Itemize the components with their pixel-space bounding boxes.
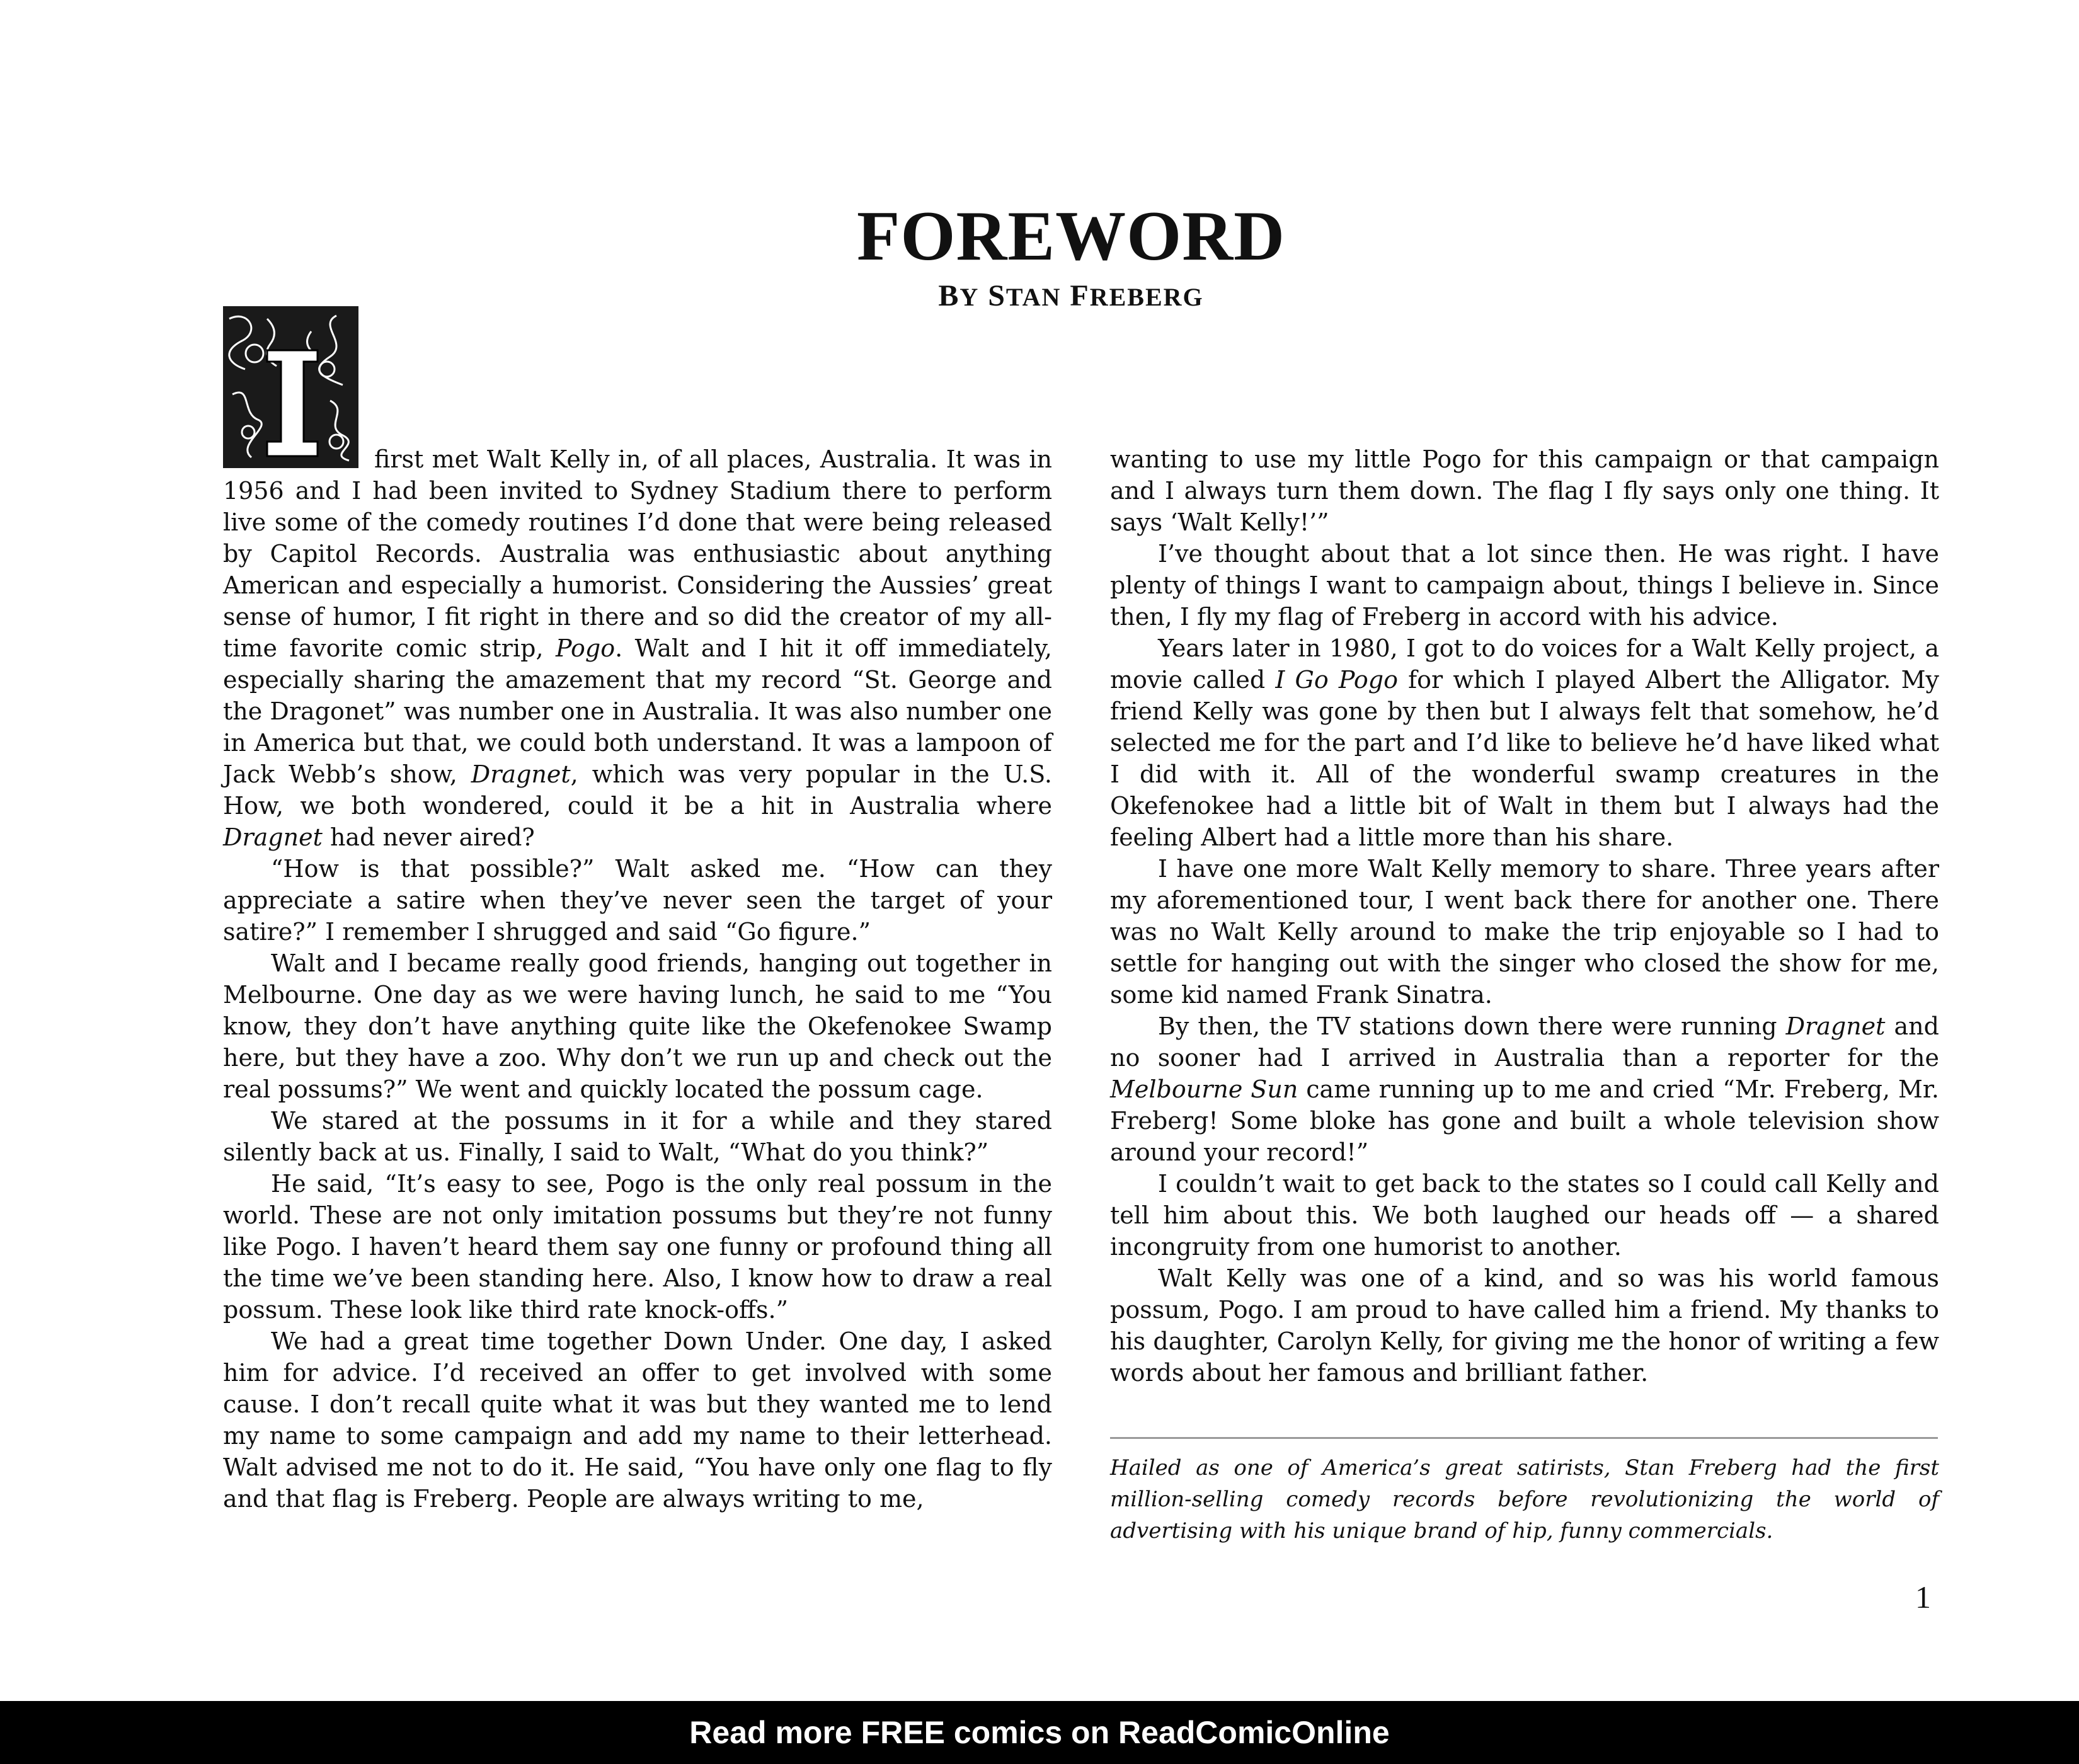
paragraph: I couldn’t wait to get back to the states so I could call Kelly and tell him about this. We both laughed our heads off — a shared incongruity from one humorist to another. [1110, 1170, 1939, 1261]
left-column [223, 444, 1052, 1515]
paragraph: wanting to use my little Pogo for this campaign or that campaign and I always turn them down. The flag I fly says only one thing. It says ‘Walt Kelly!’” [1110, 445, 1939, 536]
paragraph: I’ve thought about that a lot since then. He was right. I have plenty of things I want to campaign about, things I believe in. Since then, I fly my flag of Freberg in accord with his advice. [1110, 540, 1939, 631]
paragraph: first met Walt Kelly in, of all places, Australia. It was in 1956 and I had been invited to Sydney Stadium there to perform live some of the comedy routines I’d done that were being released by Capitol Records. Australia was enthusiastic about anything American and especially a humorist. Considering the Aussies’ great sense of humor, I fit right in there and so did the creator of my all-time favorite comic strip, Pogo. Walt and I hit it off immediately, especially sharing the amazement that my record “St. George and the Dragonet” was number one in Australia. It was also number one in America but that, we could both understand. It was a lampoon of Jack Webb’s show, Dragnet, which was very popular in the U.S. How, we both wondered, could it be a hit in Australia where Dragnet had never aired? [223, 445, 1052, 851]
promo-banner-text[interactable]: Read more FREE comics on ReadComicOnline [689, 1715, 1390, 1750]
byline: BY STAN FREBERG [938, 279, 1204, 312]
dropcap-letter: I [291, 428, 294, 433]
divider [1110, 1437, 1938, 1439]
paragraph: “How is that possible?” Walt asked me. “How can they appreciate a satire when they’ve never seen the target of your satire?” I remember I shrugged and said “Go figure.” [223, 855, 1052, 946]
paragraph: I have one more Walt Kelly memory to share. Three years after my aforementioned tour, I went back there for another one. There was no Walt Kelly around to make the trip enjoyable so I had to settle for hanging out with the singer who closed the show for me, some kid named Frank Sinatra. [1110, 855, 1939, 1009]
page-title: FOREWORD [857, 197, 1285, 275]
paragraph: By then, the TV stations down there were running Dragnet and no sooner had I arrived in Australia than a reporter for the Melbourne Sun came running up to me and cried “Mr. Freberg, Mr. Freberg! Some bloke has gone and built a whole television show around your record!” [1110, 1012, 1939, 1166]
paragraph: We had a great time together Down Under. One day, I asked him for advice. I’d received an offer to get involved with some cause. I don’t recall quite what it was but they wanted me to lend my name to some campaign and add my name to their letterhead. Walt advised me not to do it. He said, “You have only one flag to fly and that flag is Freberg. People are always writing to me, [223, 1327, 1052, 1513]
right-column [1110, 444, 1939, 1389]
paragraph: We stared at the possums in it for a while and they stared silently back at us. Finally, I said to Walt, “What do you think?” [223, 1107, 1052, 1166]
author-bio: Hailed as one of America’s great satirists, Stan Freberg had the first million-selling comedy records before revolutionizing the world of advertising with his unique brand of hip, funny commercials. [1110, 1455, 1939, 1544]
paragraph: Years later in 1980, I got to do voices for a Walt Kelly project, a movie called I Go Pogo for which I played Albert the Alligator. My friend Kelly was gone by then but I always felt that somehow, he’d selected me for the part and I’d like to believe he’d have liked what I did with it. All of the wonderful swamp creatures in the Okefenokee had a little bit of Walt in them but I always had the feeling Albert had a little more than his share. [1110, 634, 1939, 851]
paragraph: Walt Kelly was one of a kind, and so was his world famous possum, Pogo. I am proud to have called him a friend. My thanks to his daughter, Carolyn Kelly, for giving me the honor of writing a few words about her famous and brilliant father. [1110, 1264, 1939, 1387]
page-number: 1 [1915, 1579, 1931, 1615]
promo-banner[interactable] [0, 1701, 2079, 1764]
paragraph: He said, “It’s easy to see, Pogo is the only real possum in the world. These are not only imitation possums but they’re not funny like Pogo. I haven’t heard them say one funny or profound thing all the time we’ve been standing here. Also, I know how to draw a real possum. These look like third rate knock-offs.” [223, 1170, 1052, 1324]
paragraph: Walt and I became really good friends, hanging out together in Melbourne. One day as we were having lunch, he said to me “You know, they don’t have anything quite like the Okefenokee Swamp here, but they have a zoo. Why don’t we run up and check out the real possums?” We went and quickly located the possum cage. [223, 949, 1052, 1103]
